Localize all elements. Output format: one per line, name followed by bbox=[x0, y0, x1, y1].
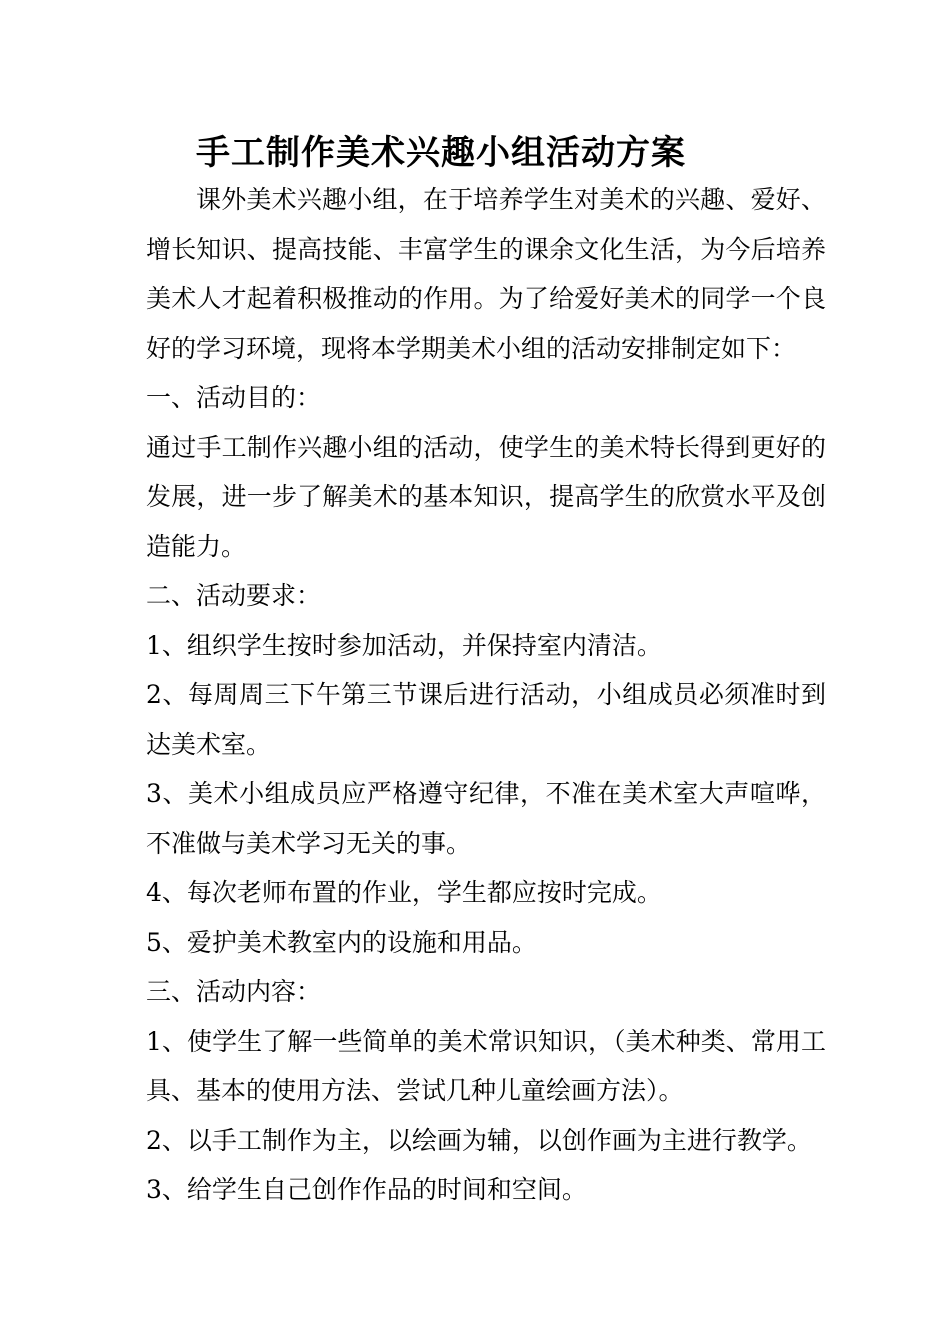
requirement-item-1: 1、组织学生按时参加活动，并保持室内清洁。 bbox=[146, 630, 662, 660]
content-item-2: 2、以手工制作为主，以绘画为辅，以创作画为主进行教学。 bbox=[146, 1125, 812, 1155]
purpose-paragraph: 通过手工制作兴趣小组的活动，使学生的美术特长得到更好的发展，进一步了解美术的基本知识，提高学生的欣赏水平及创造能力。 bbox=[146, 432, 826, 561]
document-title: 手工制作美术兴趣小组活动方案 bbox=[196, 133, 686, 173]
intro-paragraph: 课外美术兴趣小组，在于培养学生对美术的兴趣、爱好、增长知识、提高技能、丰富学生的课余文化生活，为今后培养美术人才起着积极推动的作用。为了给爱好美术的同学一个良好的学习环境，现将本学期美术小组的活动安排制定如下： bbox=[146, 185, 826, 363]
section-heading-content: 三、活动内容： bbox=[146, 977, 322, 1006]
section-heading-purpose: 一、活动目的： bbox=[146, 383, 322, 412]
section-heading-requirements: 二、活动要求： bbox=[146, 581, 322, 610]
requirement-item-5: 5、爱护美术教室内的设施和用品。 bbox=[146, 927, 537, 957]
requirement-item-4: 4、每次老师布置的作业，学生都应按时完成。 bbox=[146, 878, 662, 907]
requirement-item-3: 3、美术小组成员应严格遵守纪律，不准在美术室大声喧哗，不准做与美术学习无关的事。 bbox=[146, 779, 826, 858]
requirement-item-2: 2、每周周三下午第三节课后进行活动，小组成员必须准时到达美术室。 bbox=[146, 680, 826, 759]
content-item-3: 3、给学生自己创作作品的时间和空间。 bbox=[146, 1175, 587, 1204]
document-body bbox=[146, 175, 826, 1215]
content-item-1: 1、使学生了解一些简单的美术常识知识，（美术种类、常用工具、基本的使用方法、尝试几种儿童绘画方法）。 bbox=[146, 1026, 826, 1105]
